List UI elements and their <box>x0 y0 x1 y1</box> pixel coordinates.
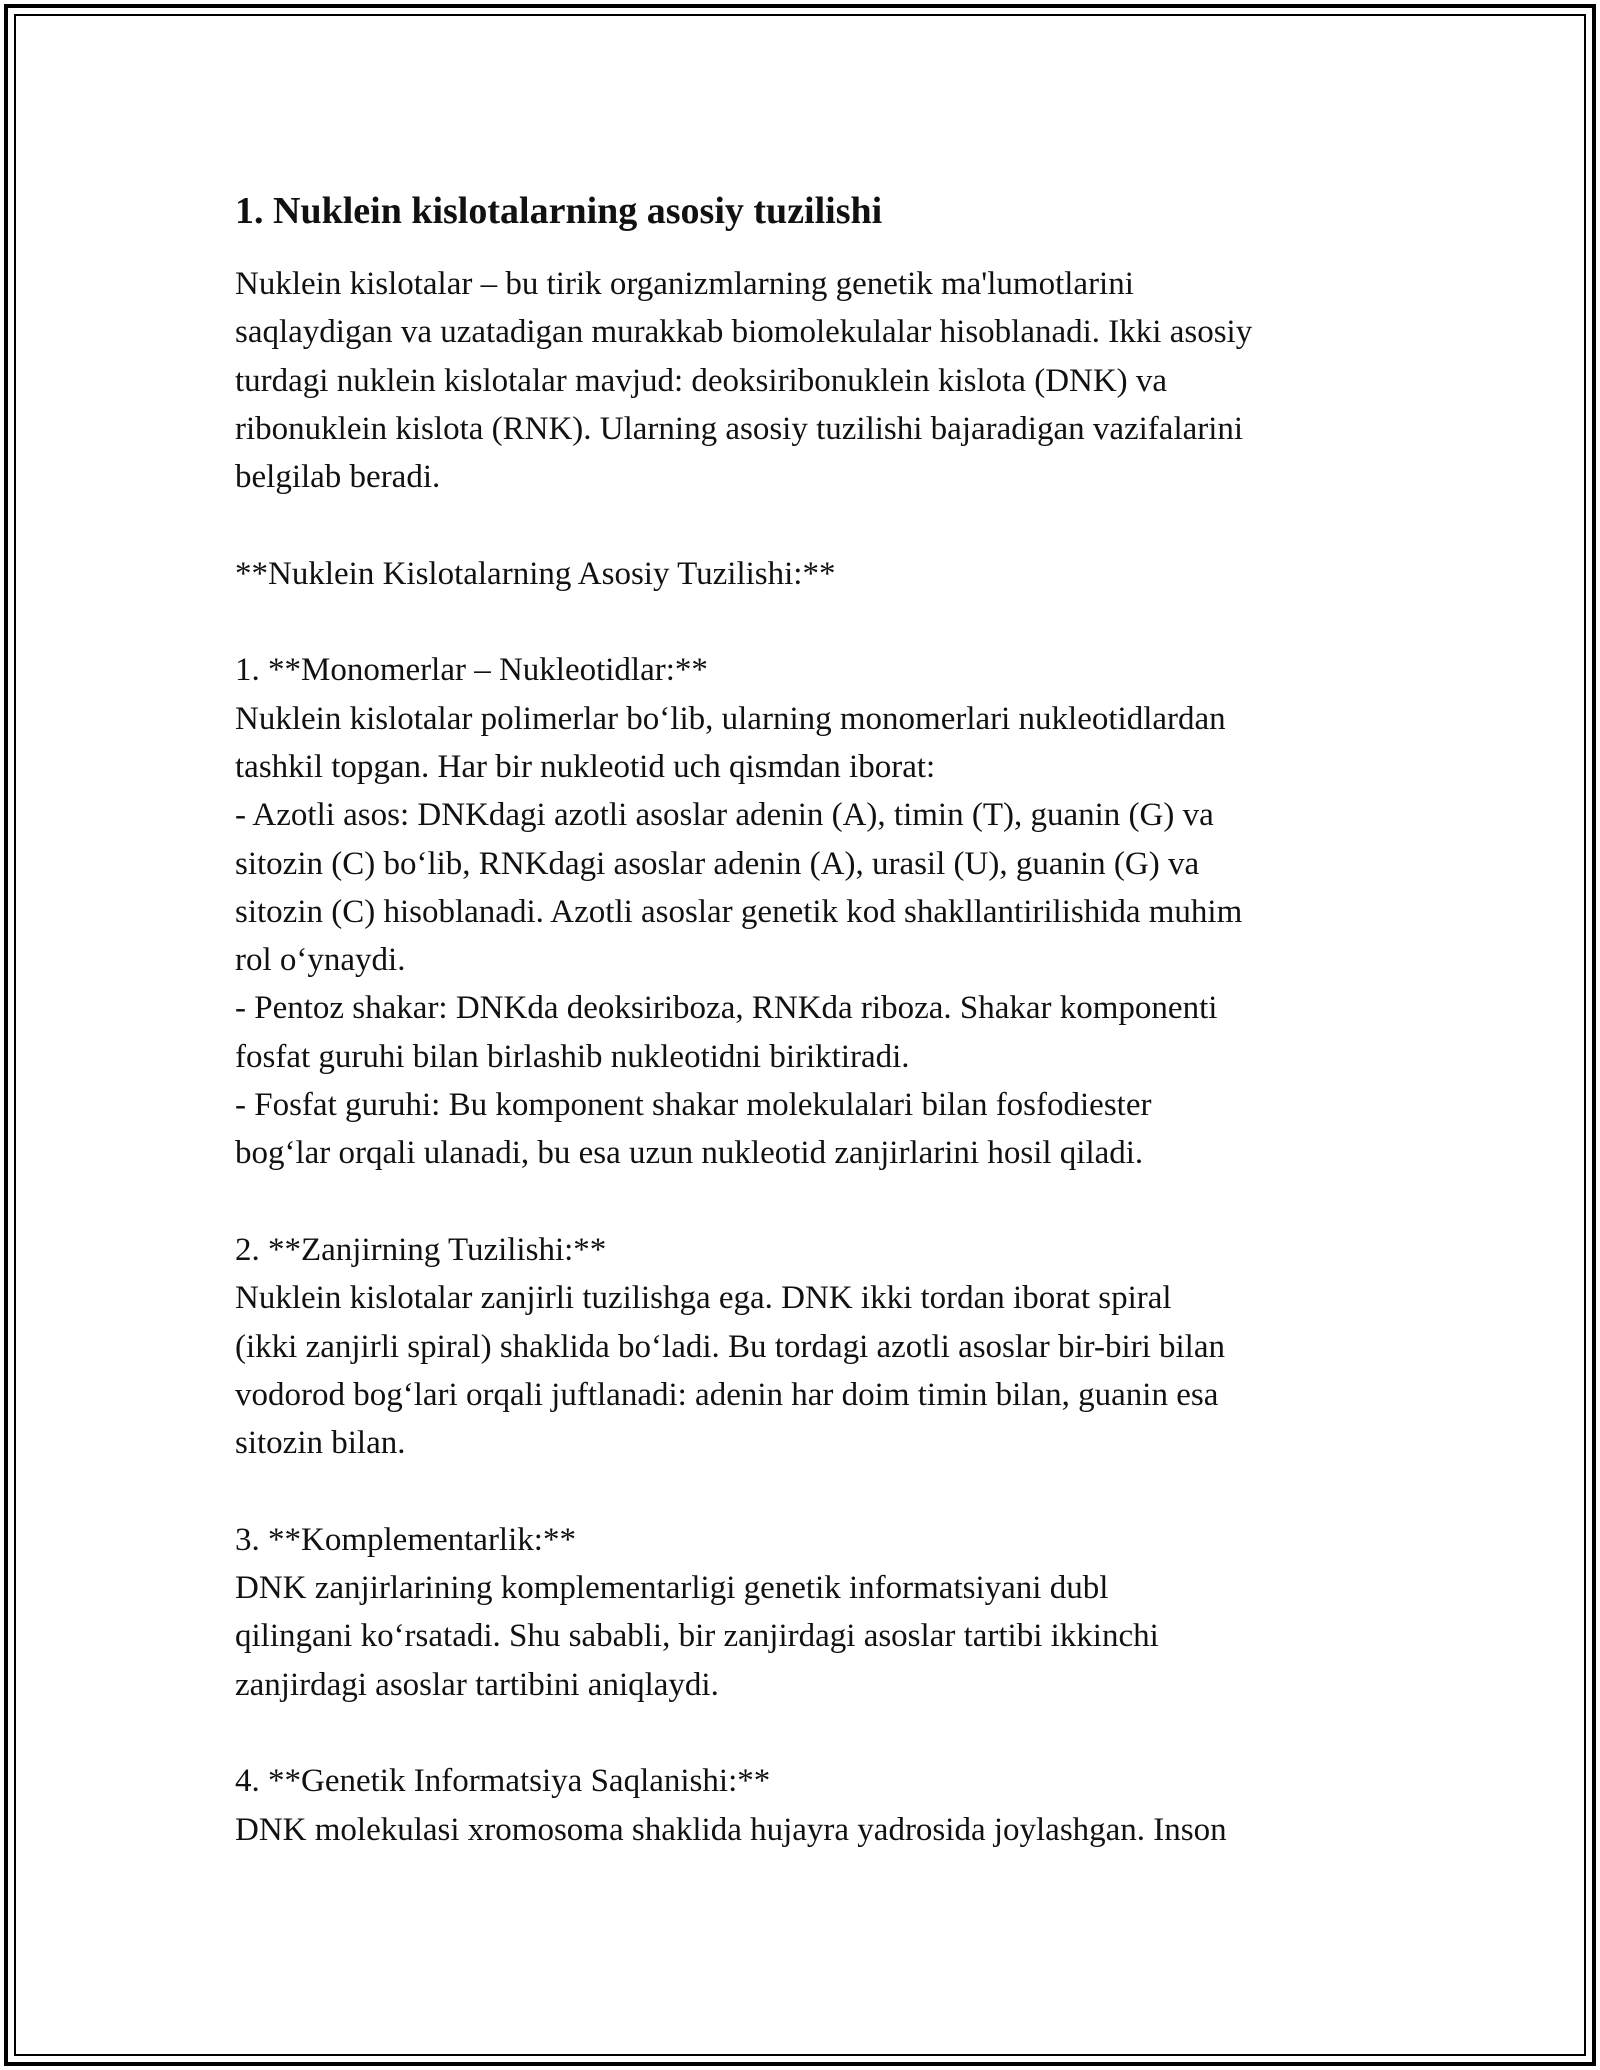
list-item-monomers: 1. **Monomerlar – Nukleotidlar:** Nuklein kislotalar polimerlar bo‘lib, ularning monomerlari nukleotidlardan tashkil topgan. Har bir nukleotid uch qismdan iborat: - Azotli asos: DNKdagi azotli asoslar adenin (A), timin (T), guanin (G) va sitozin (C) bo‘lib, RNKdagi asoslar adenin (A), urasil (U), guanin (G) va sitozin (C) hisoblanadi. Azotli asoslar genetik kod shakllantirilishida muhim rol o‘ynaydi. - Pentoz shakar: DNKda deoksiriboza, RNKda riboza. Shakar komponenti fosfat guruhi bilan birlashib nukleotidni biriktiradi. - Fosfat guruhi: Bu komponent shakar molekulalari bilan fosfodiester bog‘lar orqali ulanadi, bu esa uzun nukleotid zanjirlarini hosil qiladi. <box>235 652 1243 1172</box>
paragraph-gap <box>235 1178 1385 1226</box>
paragraph-gap <box>235 1709 1385 1757</box>
list-item-genetic-storage: 4. **Genetik Informatsiya Saqlanishi:** DNK molekulasi xromosoma shaklida hujayra yadrosida joylashgan. Inson <box>235 1763 1227 1848</box>
intro-paragraph: Nuklein kislotalar – bu tirik organizmlarning genetik ma'lumotlarini saqlaydigan va uzatadigan murakkab biomolekulalar hisoblanadi. Ikki asosiy turdagi nuklein kislotalar mavjud: deoksiribonuklein kislota (DNK) va ribonuklein kislota (RNK). Ularning asosiy tuzilishi bajaradigan vazifalarini belgilab beradi. <box>235 266 1253 496</box>
paragraph-gap <box>235 501 1385 549</box>
paragraph-gap <box>235 598 1385 646</box>
paragraph-gap <box>235 1467 1385 1515</box>
document-body <box>235 186 1385 1854</box>
list-item-chain-structure: 2. **Zanjirning Tuzilishi:** Nuklein kislotalar zanjirli tuzilishga ega. DNK ikki tordan iborat spiral (ikki zanjirli spiral) shaklida bo‘ladi. Bu tordagi azotli asoslar bir-biri bilan vodorod bog‘lari orqali juftlanadi: adenin har doim timin bilan, guanin esa sitozin bilan. <box>235 1231 1225 1462</box>
document-heading: 1. Nuklein kislotalarning asosiy tuzilishi <box>235 190 883 232</box>
section-title: **Nuklein Kislotalarning Asosiy Tuzilishi:** <box>235 555 836 592</box>
list-item-complementarity: 3. **Komplementarlik:** DNK zanjirlarining komplementarligi genetik informatsiyani dubl qilingani ko‘rsatadi. Shu sababli, bir zanjirdagi asoslar tartibi ikkinchi zanjirdagi asoslar tartibini aniqlaydi. <box>235 1521 1159 1703</box>
